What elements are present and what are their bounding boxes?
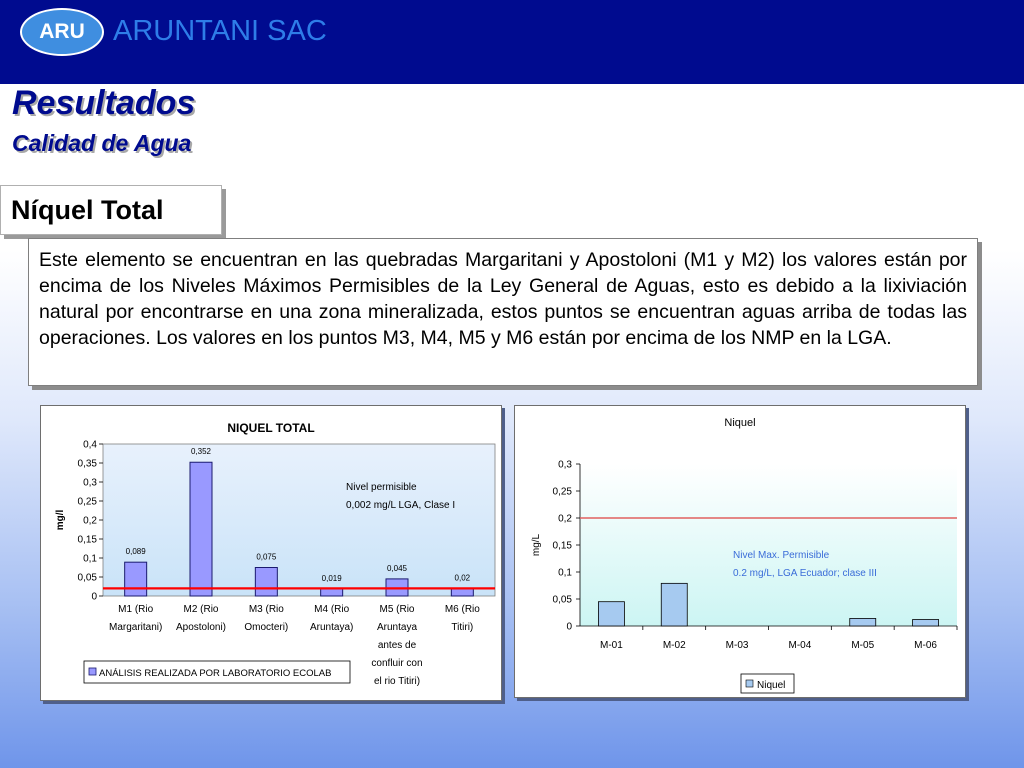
bar — [321, 589, 343, 596]
annotation-line-1: Nivel permisible — [346, 482, 417, 493]
header-bar — [0, 0, 1024, 84]
y-tick-label: 0,2 — [83, 515, 97, 527]
chart-niquel-total — [40, 405, 502, 701]
chart-niquel — [514, 405, 966, 698]
annotation-line-2: 0,002 mg/L LGA, Clase I — [346, 500, 456, 511]
x-tick-label: Aruntaya — [376, 622, 418, 633]
y-tick-label: 0,1 — [83, 553, 97, 565]
y-tick-label: 0,2 — [558, 513, 572, 525]
x-tick-label: confluir con — [371, 658, 423, 669]
x-tick-label: M-05 — [851, 640, 875, 651]
y-tick-label: 0,15 — [77, 534, 97, 546]
legend-label: Niquel — [757, 680, 786, 691]
data-label: 0,352 — [190, 447, 212, 457]
data-label: 0,089 — [125, 547, 146, 557]
y-tick-label: 0,1 — [558, 567, 572, 579]
y-tick-label: 0,3 — [558, 459, 572, 471]
y-tick-label: 0 — [91, 591, 97, 603]
x-tick-label: M-03 — [725, 640, 749, 651]
y-tick-label: 0 — [566, 621, 572, 633]
x-tick-label: antes de — [377, 640, 417, 651]
x-tick-label: M2 (Rio — [183, 604, 219, 615]
y-tick-label: 0,15 — [552, 540, 572, 552]
y-tick-label: 0,25 — [77, 496, 97, 508]
description-text: Este elemento se encuentran en las quebradas Margaritani y Apostoloni (M1 y M2) los valores están por encima de los Niveles Máximos Permisibles de la Ley General de Aguas, esto es debido a la lixiviación natural por encontrarse en una zona mineralizada, estos puntos se encuentran aguas arriba de todas las operaciones. Los valores en los puntos M3, M4, M5 y M6 están por encima de los NMP en la LGA. — [39, 249, 967, 349]
legend-label: ANÁLISIS REALIZADA POR LABORATORIO ECOLAB — [99, 668, 332, 679]
description-box — [28, 238, 978, 386]
legend-swatch — [89, 668, 96, 675]
x-tick-label: M-02 — [662, 640, 686, 651]
x-tick-label: M-06 — [914, 640, 937, 651]
y-axis-label: mg/L — [531, 533, 542, 557]
page-subtitle: Calidad de Agua — [12, 130, 192, 156]
section-title: Níquel Total — [11, 194, 164, 225]
chart-title: Niquel — [724, 417, 756, 429]
page-title: Resultados — [12, 84, 196, 122]
chart-niquel-svg — [515, 406, 965, 697]
company-name: ARUNTANI SAC — [113, 15, 327, 47]
x-tick-label: Apostoloni) — [175, 622, 227, 633]
company-logo — [20, 8, 104, 56]
x-tick-label: M1 (Rio — [118, 604, 154, 615]
bar — [598, 602, 624, 626]
plot-area — [103, 444, 495, 596]
data-label: 0,045 — [386, 563, 408, 573]
data-label: 0,075 — [256, 552, 277, 562]
x-tick-label: M-01 — [600, 640, 623, 651]
bar — [255, 568, 277, 597]
bar — [913, 620, 939, 626]
x-tick-label: el rio Titiri) — [373, 676, 421, 687]
y-tick-label: 0,4 — [83, 439, 97, 451]
bar — [661, 583, 687, 626]
bar — [125, 562, 147, 596]
annotation-line-1: Nivel Max. Permisible — [733, 550, 830, 561]
data-label: 0,02 — [454, 573, 471, 583]
y-tick-label: 0,3 — [83, 477, 97, 489]
y-tick-label: 0,25 — [552, 486, 572, 498]
y-axis-label: mg/l — [55, 509, 66, 531]
x-tick-label: M-04 — [788, 640, 812, 651]
x-tick-label: Omocteri) — [244, 622, 289, 633]
y-tick-label: 0,05 — [77, 572, 97, 584]
bar — [190, 462, 212, 596]
x-tick-label: M5 (Rio — [379, 604, 415, 615]
annotation-line-2: 0.2 mg/L, LGA Ecuador; clase III — [733, 568, 877, 579]
x-tick-label: M3 (Rio — [248, 604, 284, 615]
plot-area — [580, 464, 957, 626]
x-tick-label: M4 (Rio — [314, 604, 350, 615]
bar — [850, 618, 876, 626]
x-tick-label: Margaritani) — [108, 622, 163, 633]
section-title-box — [0, 185, 222, 235]
x-tick-label: Titiri) — [451, 622, 474, 633]
chart-niquel-total-svg — [41, 406, 501, 700]
y-tick-label: 0,05 — [552, 594, 572, 606]
legend-swatch — [746, 680, 753, 687]
y-tick-label: 0,35 — [77, 458, 97, 470]
data-label: 0,019 — [321, 573, 342, 583]
chart-title: NIQUEL TOTAL — [227, 421, 315, 435]
x-tick-label: Aruntaya) — [309, 622, 354, 633]
logo-text: ARU — [39, 20, 85, 43]
x-tick-label: M6 (Rio — [444, 604, 480, 615]
bar — [451, 588, 473, 596]
